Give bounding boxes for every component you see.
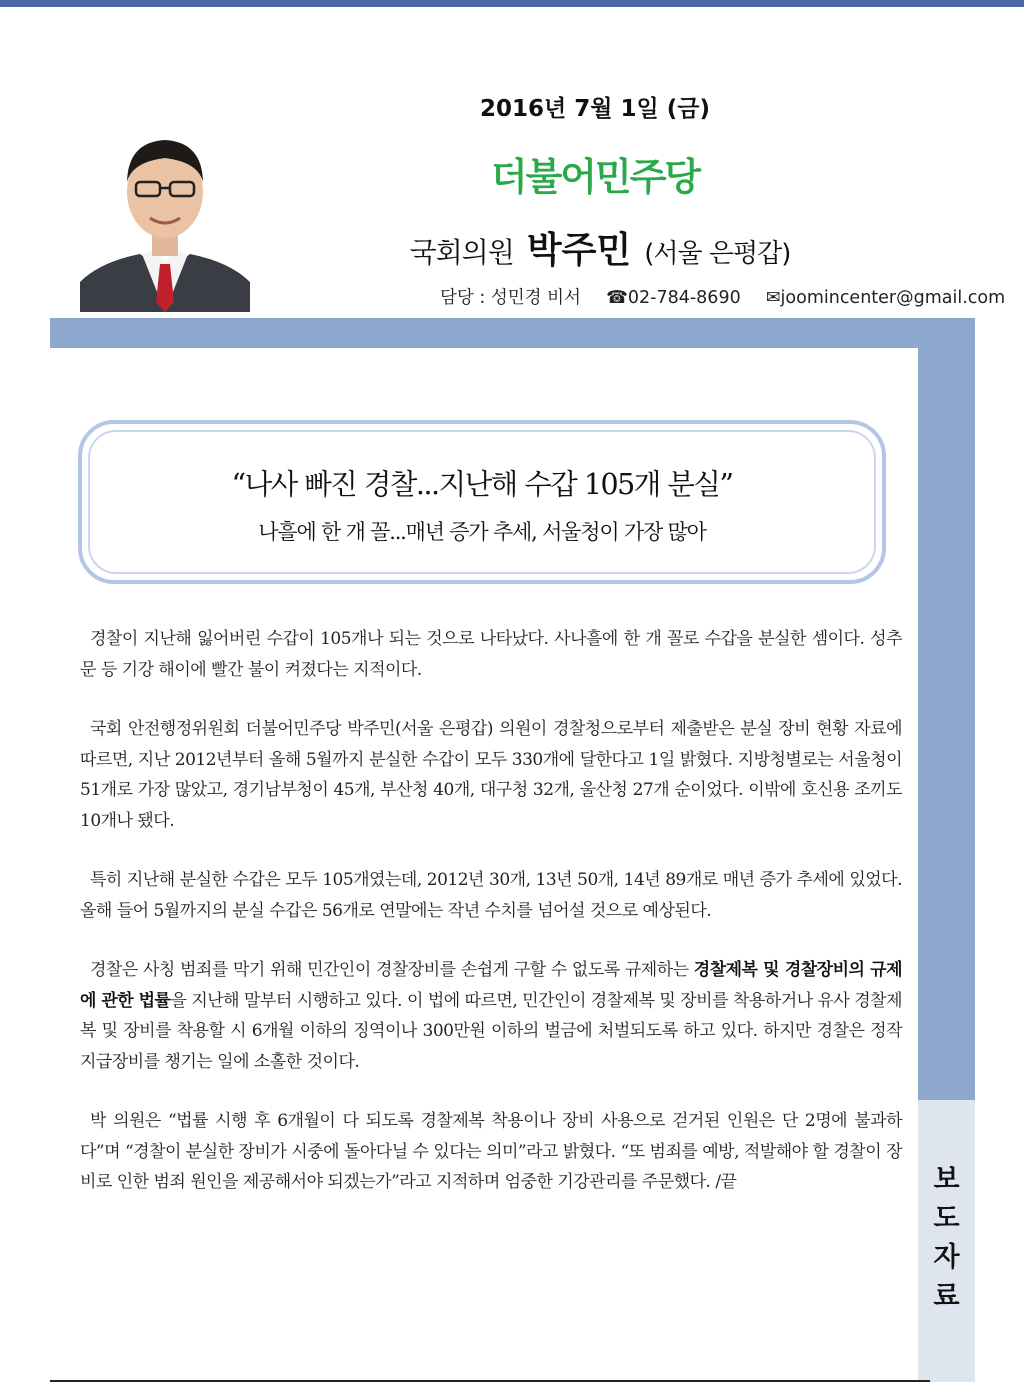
- law-name: 경찰제복 및 경찰장비의 규제에 관한 법률: [80, 960, 902, 1011]
- press-release-label: [918, 1160, 975, 1316]
- paragraph-1: 경찰이 지난해 잃어버린 수갑이 105개나 되는 것으로 나타났다. 사나흘에 한 개 꼴로 수갑을 분실한 셈이다. 성추문 등 기강 해이에 빨간 불이 켜졌다는 지적이다.: [80, 629, 902, 680]
- lawmaker-region: (서울 은평갑): [644, 239, 791, 269]
- release-date: 2016년 7월 1일 (금): [480, 96, 710, 122]
- lawmaker-photo: [80, 122, 250, 312]
- top-rule: [0, 0, 1024, 7]
- lawmaker-name: 박주민: [526, 230, 632, 271]
- email-address: ✉joomincenter@gmail.com: [765, 288, 1006, 308]
- accent-band-top: [50, 318, 975, 348]
- bottom-rule: [50, 1380, 930, 1382]
- paragraph-3: 특히 지난해 분실한 수갑은 모두 105개였는데, 2012년 30개, 13년 50개, 14년 89개로 매년 증가 추세에 있었다. 올해 들어 5월까지의 분실 수갑은 56개로 연말에는 작년 수치를 넘어설 것으로 예상된다.: [80, 870, 902, 921]
- lawmaker-title: [300, 222, 900, 273]
- paragraph-5: 박 의원은 “법률 시행 후 6개월이 다 되도록 경찰제복 착용이나 장비 사용으로 걷거된 인원은 단 2명에 불과하다”며 “경찰이 분실한 장비가 시중에 돌아다닐 수 있다는 의미”라고 밝혔다. “또 범죄를 예방, 적발해야 할 경찰이 장비로 인한 범죄 원인을 제공해서야 되겠는가”라고 지적하며 엄중한 기강관리를 주문했다. /끝: [80, 1111, 902, 1192]
- side-label-char: 료: [933, 1281, 960, 1312]
- party-logo: 더불어민주당: [490, 155, 700, 199]
- headline-title: “나사 빠진 경찰...지난해 수갑 105개 분실”: [231, 468, 733, 501]
- contact-line: [440, 284, 1006, 309]
- paragraph-4: [80, 955, 902, 1077]
- contact-person: 담당 : 성민경 비서: [440, 288, 581, 308]
- paragraph-4-end: 을 지난해 말부터 시행하고 있다. 이 법에 따르면, 민간인이 경찰제복 및 장비를 착용하거나 유사 경찰제복 및 장비를 착용할 시 6개월 이하의 징역이나 300만원 이하의 벌금에 처벌되도록 하고 있다. 하지만 경찰은 정작 지급장비를 챙기는 일에 소홀한 것이다.: [80, 990, 902, 1072]
- accent-band-right: [918, 348, 975, 1100]
- paragraph-4-start: 경찰은 사칭 범죄를 막기 위해 민간인이 경찰장비를 손쉽게 구할 수 없도록 규제하는: [90, 960, 694, 980]
- lawmaker-prefix: 국회의원: [409, 236, 514, 269]
- headline-subtitle: 나흘에 한 개 꼴...매년 증가 추세, 서울청이 가장 많아: [258, 520, 706, 544]
- article-body: [80, 624, 902, 1227]
- side-label-char: 자: [933, 1242, 960, 1273]
- side-label-char: 보: [933, 1164, 960, 1195]
- phone-number: ☎02-784-8690: [606, 288, 741, 308]
- side-label-char: 도: [933, 1203, 960, 1234]
- paragraph-2: 국회 안전행정위원회 더불어민주당 박주민(서울 은평갑) 의원이 경찰청으로부터 제출받은 분실 장비 현황 자료에 따르면, 지난 2012년부터 올해 5월까지 분실한 수갑이 모두 330개에 달한다고 1일 밝혔다. 지방청별로는 서울청이 51개로 가장 많았고, 경기남부청이 45개, 부산청 40개, 대구청 32개, 울산청 27개 순이었다. 이밖에 호신용 조끼도 10개나 됐다.: [80, 719, 902, 831]
